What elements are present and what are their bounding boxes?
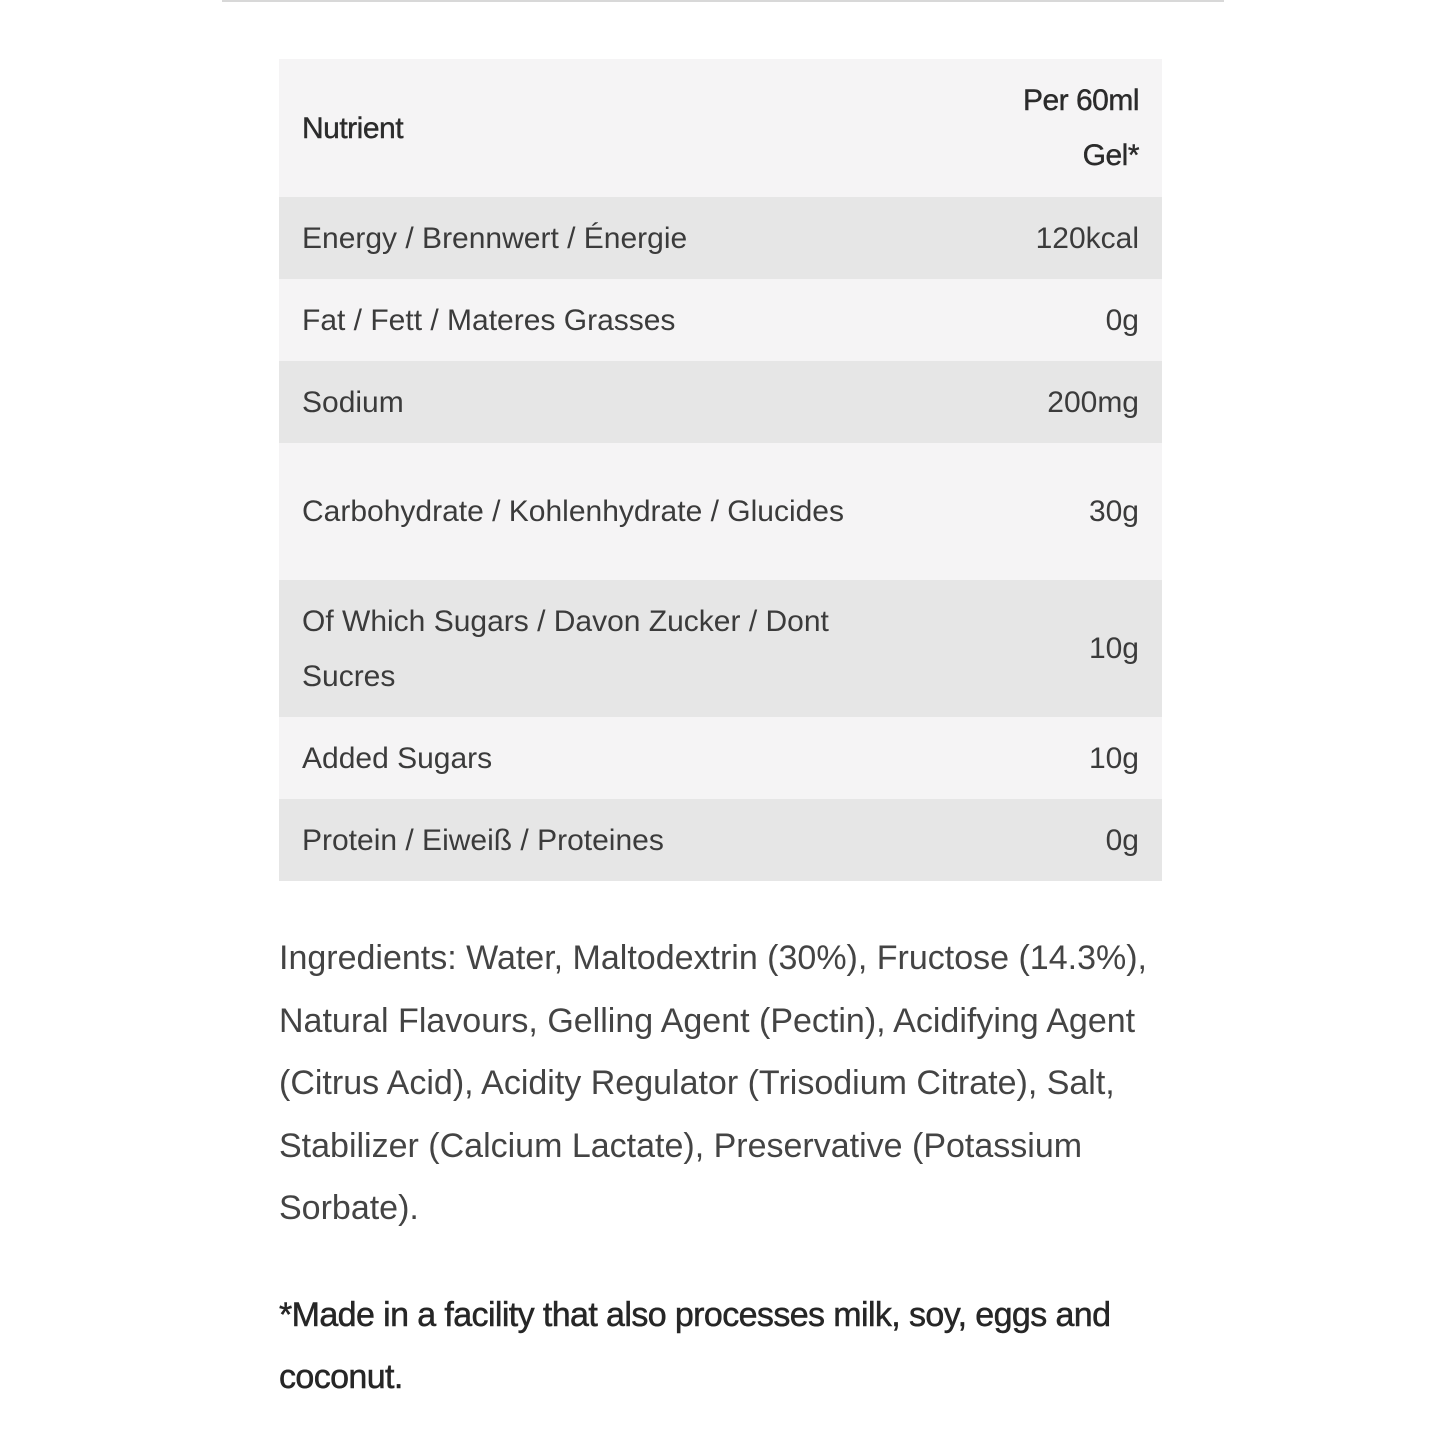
table-header-row [279,59,1162,197]
nutrient-value: 200mg [885,361,1162,443]
ingredients-text: Ingredients: Water, Maltodextrin (30%), Fructose (14.3%), Natural Flavours, Gelling Agent (Pectin), Acidifying Agent (Citrus Acid), Acidity Regulator (Trisodium Citrate), Salt, Stabilizer (Calcium Lactate), Preservative (Potassium Sorbate). [279,939,1147,1227]
nutrient-name: Sodium [279,361,885,443]
value-column-header [885,59,1162,197]
table-row-energy [279,197,1162,279]
value-header-line-2: Gel* [1082,139,1139,172]
nutrient-value: 0g [885,799,1162,881]
nutrient-name: Of Which Sugars / Davon Zucker / Dont Sucres [279,580,885,717]
value-header-line-1: Per 60ml [1022,84,1139,117]
nutrient-value: 30g [885,443,1162,580]
table-row-sodium [279,361,1162,443]
nutrient-name: Carbohydrate / Kohlenhydrate / Glucides [279,443,885,580]
nutrient-value: 10g [885,580,1162,717]
table-row-added-sugars [279,717,1162,799]
nutrient-name: Added Sugars [279,717,885,799]
nutrient-value: 0g [885,279,1162,361]
nutrient-name: Fat / Fett / Materes Grasses [279,279,885,361]
nutrient-name: Energy / Brennwert / Énergie [279,197,885,279]
top-divider [222,0,1224,2]
nutrient-value: 120kcal [885,197,1162,279]
nutrition-table [279,59,1162,881]
table-row-fat [279,279,1162,361]
nutrient-column-header: Nutrient [279,59,885,197]
allergen-note: *Made in a facility that also processes milk, soy, eggs and coconut. [279,1296,1111,1396]
table-row-protein [279,799,1162,881]
nutrient-name: Protein / Eiweiß / Proteines [279,799,885,881]
table-row-carbohydrate [279,443,1162,580]
table-row-sugars [279,580,1162,717]
nutrient-value: 10g [885,717,1162,799]
